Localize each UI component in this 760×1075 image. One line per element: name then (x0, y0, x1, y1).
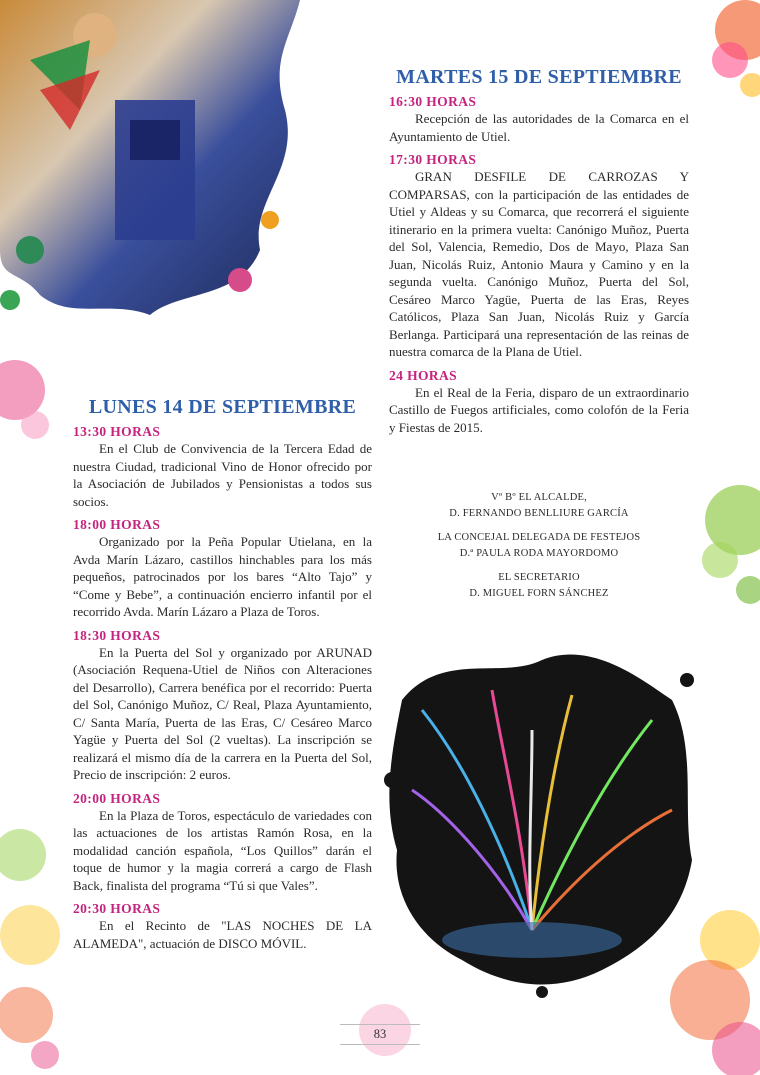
event-description: En la Plaza de Toros, espectáculo de variedades con las actuaciones de los artistas Ramón Rosa, en la modalidad canción española, “Los Quillos” darán el toque de humor y la magia correrá a cargo de Flash Back, finalista del programa “Tú si que Vales”. (73, 807, 372, 893)
event-item (73, 900, 372, 952)
event-time: 20:00 HORAS (73, 790, 161, 806)
paint-splash-left-pink (0, 330, 80, 470)
signature-role: LA CONCEJAL DELEGADA DE FESTEJOS (437, 532, 641, 543)
day-title: LUNES 14 DE SEPTIEMBRE (88, 396, 357, 418)
event-time: 20:30 HORAS (73, 901, 161, 916)
day-lunes-14 (73, 396, 372, 958)
event-description: GRAN DESFILE DE CARROZAS Y COMPARSAS, con la participación de las entidades de Utiel y Aldeas y su Comarca, que recorrerá el siguiente itinerario en la primera vuelta: Canónigo Muñoz, Puerta del Sol, Valencia, Remedio, Dos de Mayo, Plaza San Juan, Nicolás Ruiz, Antonio Maura y Camino y en la segunda vuelta. Canónigo Muñoz, Puerta del Sol, Cesáreo Marco Yagüe, Puerta de las Eras, Reyes Católicos, Plaza San Juan, Nicolás Ruiz y García Berlanga. Participará una representación de las reinas de nuestra comarca de la Plana de Utiel. (389, 169, 689, 359)
event-description: En la Puerta del Sol y organizado por ARUNAD (Asociación Requena-Utiel de Niños con Alteraciones del Desarrollo), Carrera benéfica por el recorrido: Puerta del Sol, Canónigo Muñoz, C/ Real, Plaza Ayuntamiento, C/ Santa María, Puerta de las Eras, C/ Cesáreo Marco Yagüe y Puerta del Sol (2 vueltas). La inscripción se realizará el mismo día de la carrera en la Puerta del Sol, Precio de inscripción: 2 euros. (73, 644, 372, 782)
event-time: 18:00 HORAS (73, 517, 161, 532)
event-item (389, 93, 689, 145)
day-martes-15 (389, 66, 689, 442)
event-item (73, 790, 372, 895)
signature-person: D.ª PAULA RODA MAYORDOMO (459, 548, 619, 559)
event-description: En el Club de Convivencia de la Tercera Edad de nuestra Ciudad, tradicional Vino de Honor ofrecido por la Asociación de Jubilados y Pensionistas a todos sus socios. (73, 441, 372, 509)
event-description: En el Recinto de "LAS NOCHES DE LA ALAMEDA", actuación de DISCO MÓVIL. (73, 918, 372, 951)
signature-role: Vº Bº EL ALCALDE, (491, 492, 587, 503)
day-title: MARTES 15 DE SEPTIEMBRE (396, 66, 682, 88)
parade-photo-collage (0, 0, 310, 330)
fireworks-ink-splash (382, 640, 697, 1000)
event-item (73, 516, 372, 621)
signature-secretary (419, 570, 659, 602)
event-item (389, 151, 689, 361)
event-item (389, 367, 689, 437)
event-item (73, 423, 372, 510)
event-time: 18:30 HORAS (73, 627, 161, 643)
event-time: 17:30 HORAS (389, 152, 477, 167)
signature-councillor (419, 530, 659, 562)
paint-splash-top-right (690, 0, 760, 110)
page-number: 83 (340, 1024, 420, 1045)
event-time: 13:30 HORAS (73, 424, 161, 439)
signature-mayor (419, 490, 659, 522)
paint-splash-right-green (680, 450, 760, 630)
event-description: Organizado por la Peña Popular Utielana, en la Avda Marín Lázaro, castillos hinchables para los más pequeños, patrocinados por los bares “Alto Tajo” y “Come y Bebe”, a continuación encierro infantil por el recorrido Avda. Marín Lázaro a Plaza de Toros. (73, 534, 372, 619)
signature-block (419, 490, 659, 610)
paint-splash-bottom-left (0, 815, 75, 1075)
signature-person: D. MIGUEL FORN SÁNCHEZ (469, 588, 609, 599)
signature-person: D. FERNANDO BENLLIURE GARCÍA (449, 508, 629, 519)
paint-splash-bottom-right (640, 880, 760, 1075)
event-description: Recepción de las autoridades de la Comarca en el Ayuntamiento de Utiel. (389, 111, 689, 144)
event-time: 16:30 HORAS (389, 94, 477, 109)
event-time: 24 HORAS (389, 367, 458, 383)
event-item (73, 627, 372, 784)
signature-role: EL SECRETARIO (498, 572, 580, 583)
event-description: En el Real de la Feria, disparo de un extraordinario Castillo de Fuegos artificiales, como colofón de la Feria y Fiestas de 2015. (389, 384, 689, 435)
